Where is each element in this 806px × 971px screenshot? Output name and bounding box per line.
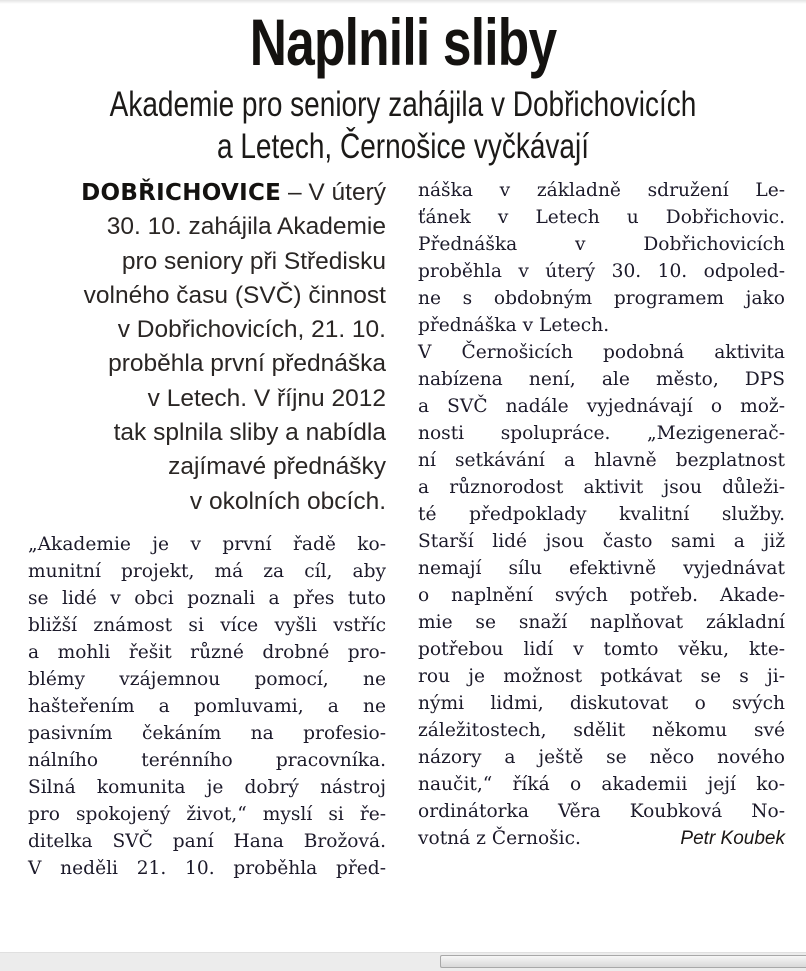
- body-line: bližší známost si více vyšli vstříc: [28, 614, 386, 636]
- author-byline: Petr Koubek: [680, 828, 785, 849]
- body-line: „Akademie je v první řadě ko-: [28, 533, 386, 555]
- body-line: V Černošicích podobná aktivita: [418, 342, 785, 363]
- body-line: se lidé v obci poznali a přes tuto: [28, 587, 386, 609]
- body-line: nými lidmi, diskutovat o svých: [418, 693, 785, 714]
- body-line: V neděli 21. 10. proběhla před-: [28, 857, 386, 879]
- body-line: nosti spolupráce. „Mezigenerač-: [418, 423, 785, 444]
- body-line: rou je možnost potkávat se s ji-: [418, 666, 785, 687]
- lead-paragraph: [28, 176, 386, 519]
- lead-line: [28, 176, 386, 210]
- body-line: ní setkávání a hlavně bezplatnost: [418, 450, 785, 471]
- lead-line: v Letech. V říjnu 2012: [147, 384, 386, 412]
- body-line-text: votná z Černošic.: [418, 828, 581, 849]
- body-line: naučit,“ říká o akademii její ko-: [418, 774, 785, 795]
- body-line: Starší lidé jsou často sami a již: [418, 531, 785, 552]
- body-line: ditelka SVČ paní Hana Brožová.: [28, 830, 386, 852]
- body-line: a mohli řešit různé drobné pro-: [28, 641, 386, 663]
- body-line: přednáška v Letech.: [418, 315, 610, 336]
- body-line: názory a ještě se něco nového: [418, 747, 785, 768]
- lead-line: 30. 10. zahájila Akademie: [106, 213, 386, 241]
- subheadline-line: a Letech, Černošice vyčkávají: [217, 127, 589, 166]
- body-line: náška v základně sdružení Le-: [418, 180, 785, 201]
- lead-line: volného času (SVČ) činnost: [83, 281, 386, 309]
- body-line: potřebou lidí v tomto věku, kte-: [418, 639, 785, 660]
- body-line: pasivním čekáním na profesio-: [28, 722, 386, 744]
- body-line: pro spokojený život,“ myslí si ře-: [28, 803, 386, 825]
- body-line: té předpoklady kvalitní služby.: [418, 504, 785, 525]
- lead-line: pro seniory při Středisku: [121, 247, 386, 275]
- body-line: proběhla v úterý 30. 10. odpoled-: [418, 261, 785, 282]
- horizontal-scrollbar[interactable]: [0, 952, 806, 971]
- body-line: a různorodost aktivit jsou důleži-: [418, 477, 785, 498]
- body-line: ordinátorka Věra Koubková No-: [418, 801, 785, 822]
- body-line: nemají sílu efektivně vyjednávat: [418, 558, 785, 579]
- lead-line: zajímavé přednášky: [168, 453, 386, 481]
- body-line: nálního terénního pracovníka.: [28, 749, 386, 771]
- subheadline-line: Akademie pro seniory zahájila v Dobřichovicích: [109, 85, 697, 124]
- subheadline: [81, 84, 726, 168]
- lead-line: v Dobřichovicích, 21. 10.: [117, 316, 386, 344]
- lead-first-text: – V úterý: [281, 179, 386, 206]
- body-line: Silná komunita je dobrý nástroj: [28, 776, 386, 798]
- body-line: ne s obdobným programem jako: [418, 288, 785, 309]
- body-line: hašteřením a pomluvami, a ne: [28, 695, 386, 717]
- dateline-kicker: DOBŘICHOVICE: [81, 180, 282, 206]
- body-line: záležitostech, sdělit někomu své: [418, 720, 785, 741]
- body-text-right: [418, 177, 785, 852]
- body-line: o naplnění svých potřeb. Akade-: [418, 585, 785, 606]
- body-line: mie se snaží naplňovat základní: [418, 612, 785, 633]
- headline: Naplnili sliby: [249, 5, 557, 79]
- body-line-final: [418, 825, 785, 852]
- lead-line: proběhla první přednáška: [108, 350, 386, 378]
- body-line: nabízena není, ale město, DPS: [418, 369, 785, 390]
- right-column: [418, 177, 785, 852]
- body-line: a SVČ nadále vyjednávají o mož-: [418, 396, 785, 417]
- scrollbar-thumb[interactable]: [440, 955, 806, 968]
- body-line: munitní projekt, má za cíl, aby: [28, 560, 386, 582]
- body-text-left: [28, 531, 386, 882]
- lead-line: v okolních obcích.: [189, 487, 386, 515]
- body-line: blémy vzájemnou pomocí, ne: [28, 668, 386, 690]
- body-line: Přednáška v Dobřichovicích: [418, 234, 785, 255]
- left-column: [28, 176, 386, 882]
- body-line: ťánek v Letech u Dobřichovic.: [418, 207, 785, 228]
- lead-line: tak splnila sliby a nabídla: [113, 419, 386, 447]
